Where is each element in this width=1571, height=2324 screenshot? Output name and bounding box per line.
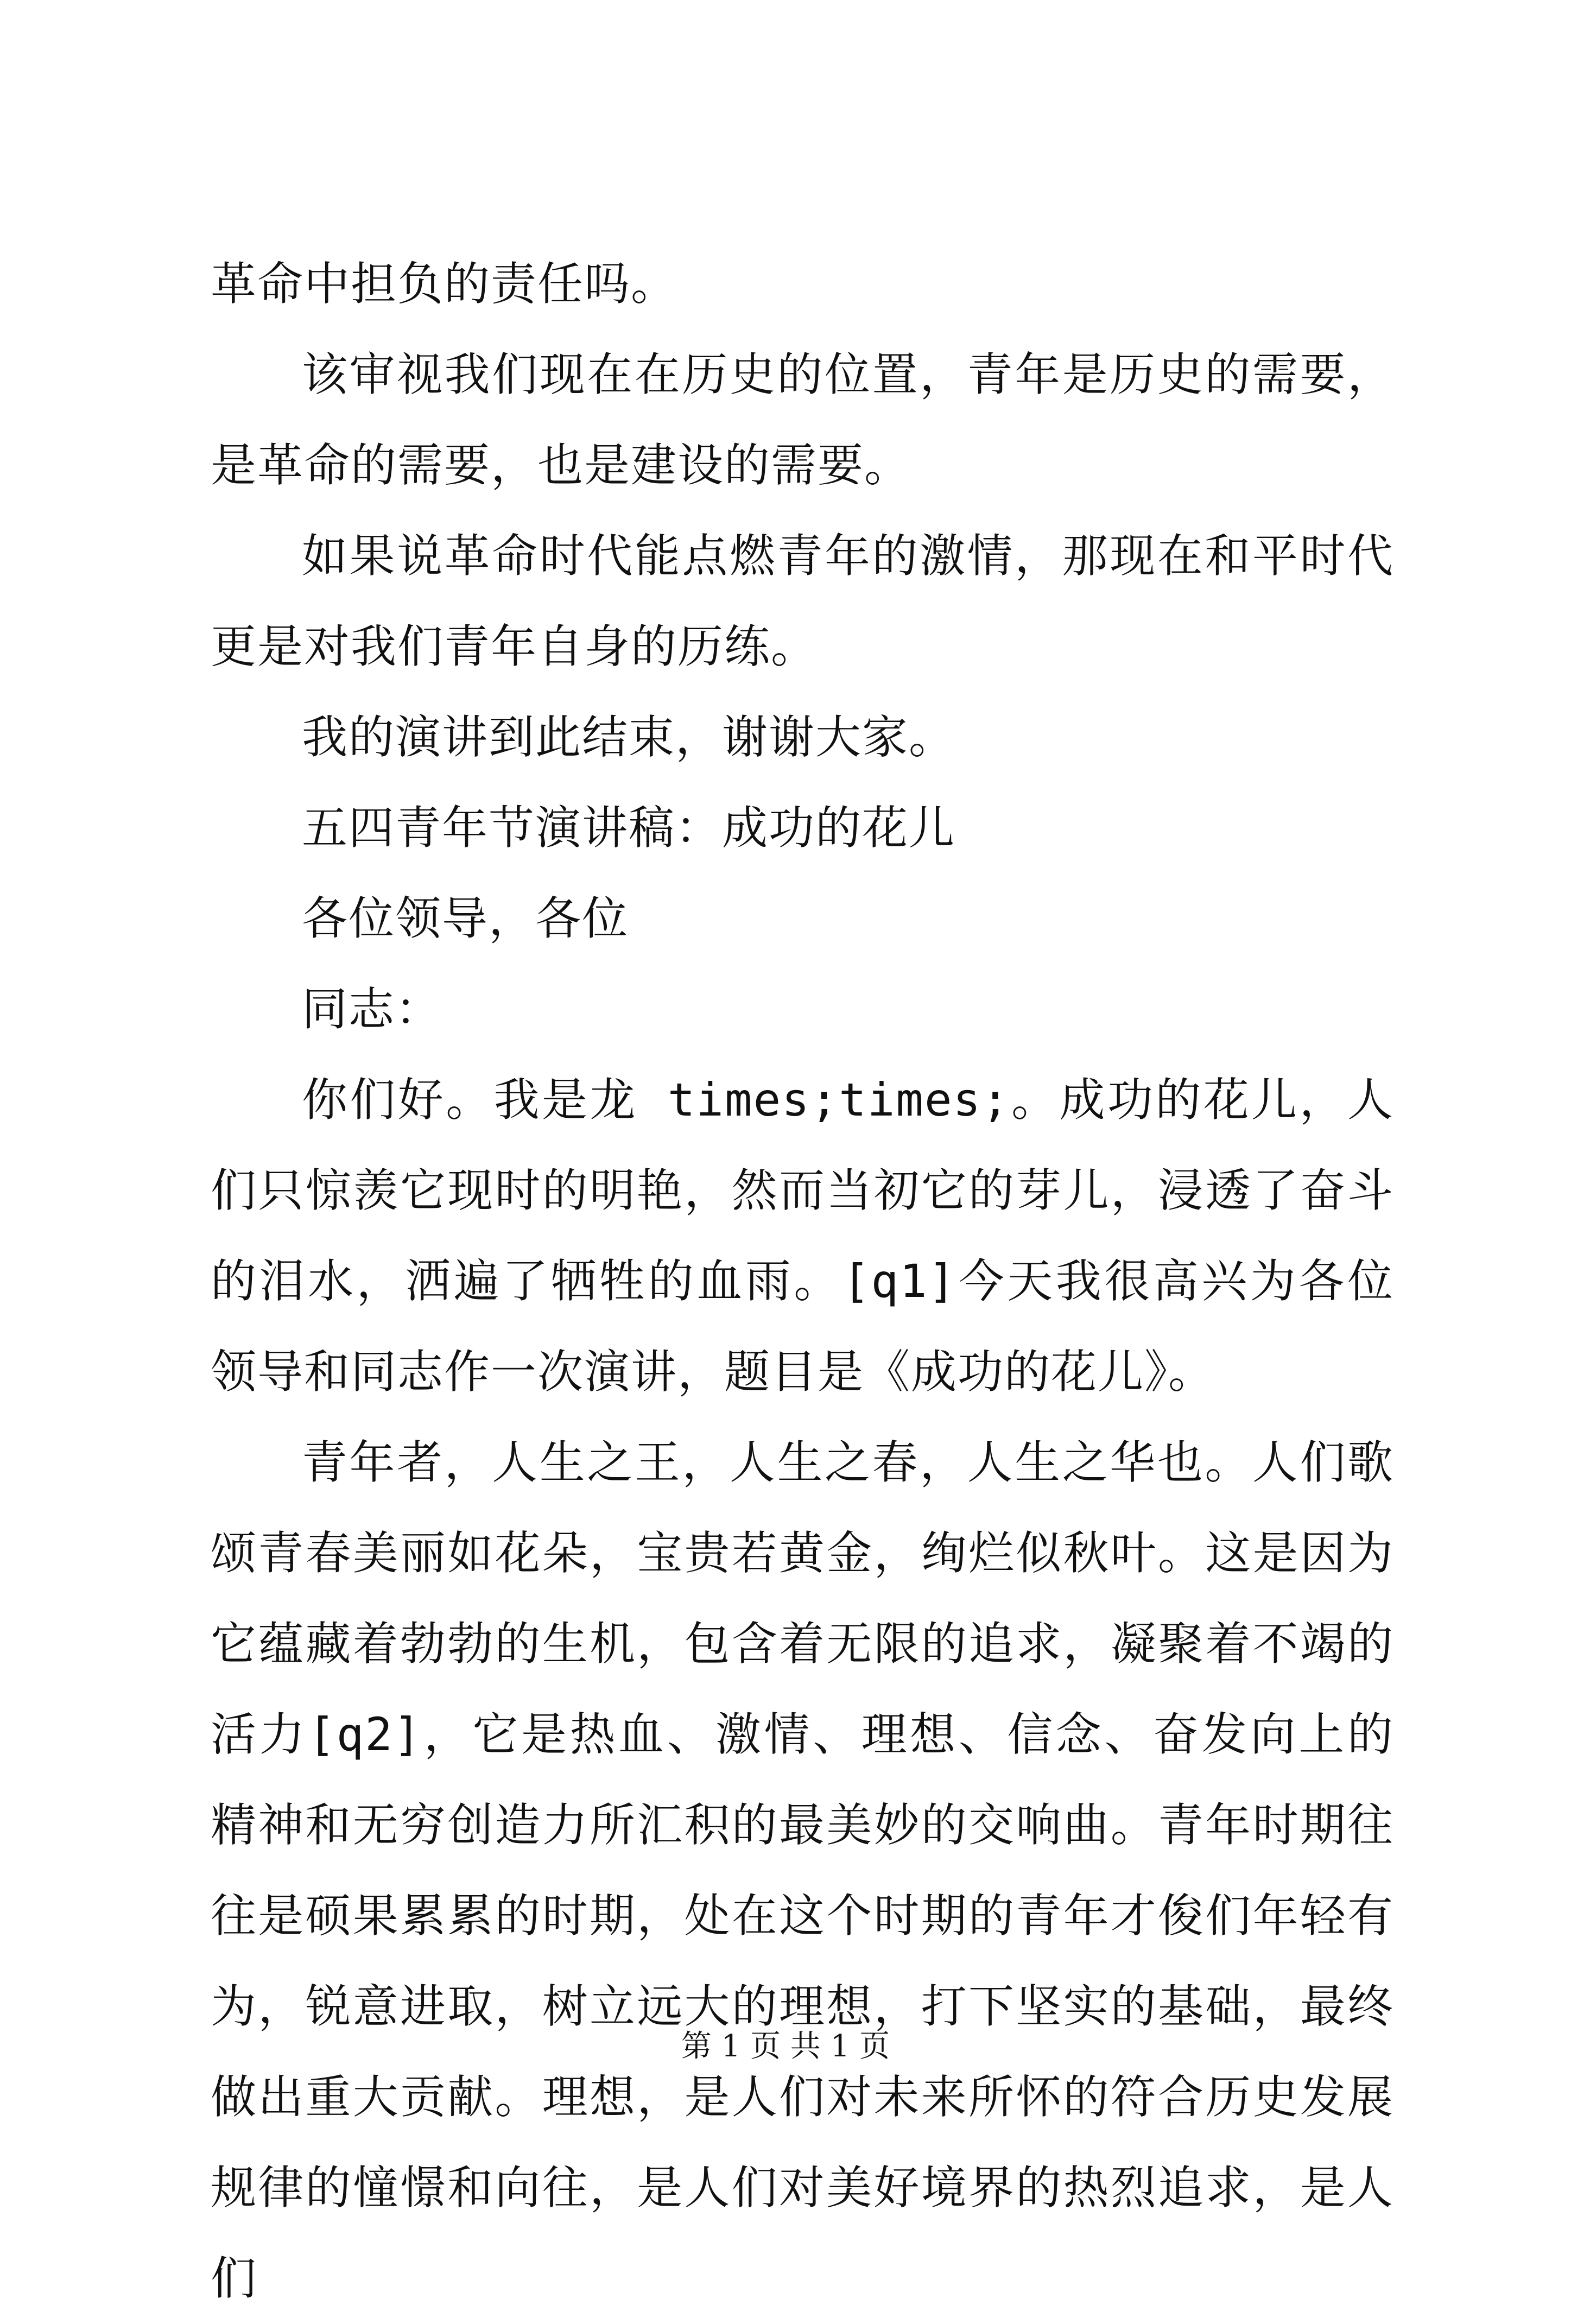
- paragraph: 你们好。我是龙 times;times;。成功的花儿，人们只惊羡它现时的明艳，然而当初它的芽儿，浸透了奋斗的泪水，洒遍了牺牲的血雨。[q1]今天我很高兴为各位领导和同志作一次演讲，题目是《成功的花儿》。: [211, 1073, 1394, 1398]
- paragraph: 我的演讲到此结束，谢谢大家。: [302, 711, 956, 764]
- speech-title: 五四青年节演讲稿：成功的花儿: [302, 801, 956, 854]
- paragraph: 青年者，人生之王，人生之春，人生之华也。人们歌颂青春美丽如花朵，宝贵若黄金，绚烂似秋叶。这是因为它蕴藏着勃勃的生机，包含着无限的追求，凝聚着不竭的活力[q2]，它是热血、激情、理想、信念、奋发向上的精神和无穷创造力所汇积的最美妙的交响曲。青年时期往往是硕果累累的时期，处在这个时期的青年才俊们年轻有为，锐意进取，树立远大的理想，打下坚实的基础，最终做出重大贡献。理想，是人们对未来所怀的符合历史发展规律的憧憬和向往，是人们对美好境界的热烈追求，是人们: [211, 1436, 1394, 2305]
- salutation-line: 各位领导，各位: [302, 892, 629, 945]
- paragraph: 如果说革命时代能点燃青年的激情，那现在和平时代更是对我们青年自身的历练。: [211, 529, 1394, 673]
- paragraph: 革命中担负的责任吗。: [211, 257, 678, 311]
- document-body: [211, 239, 1394, 2324]
- salutation-line: 同志：: [302, 983, 442, 1036]
- paragraph: 该审视我们现在在历史的位置，青年是历史的需要，是革命的需要，也是建设的需要。: [211, 348, 1394, 492]
- page-number-footer: 第 1 页 共 1 页: [681, 2029, 890, 2064]
